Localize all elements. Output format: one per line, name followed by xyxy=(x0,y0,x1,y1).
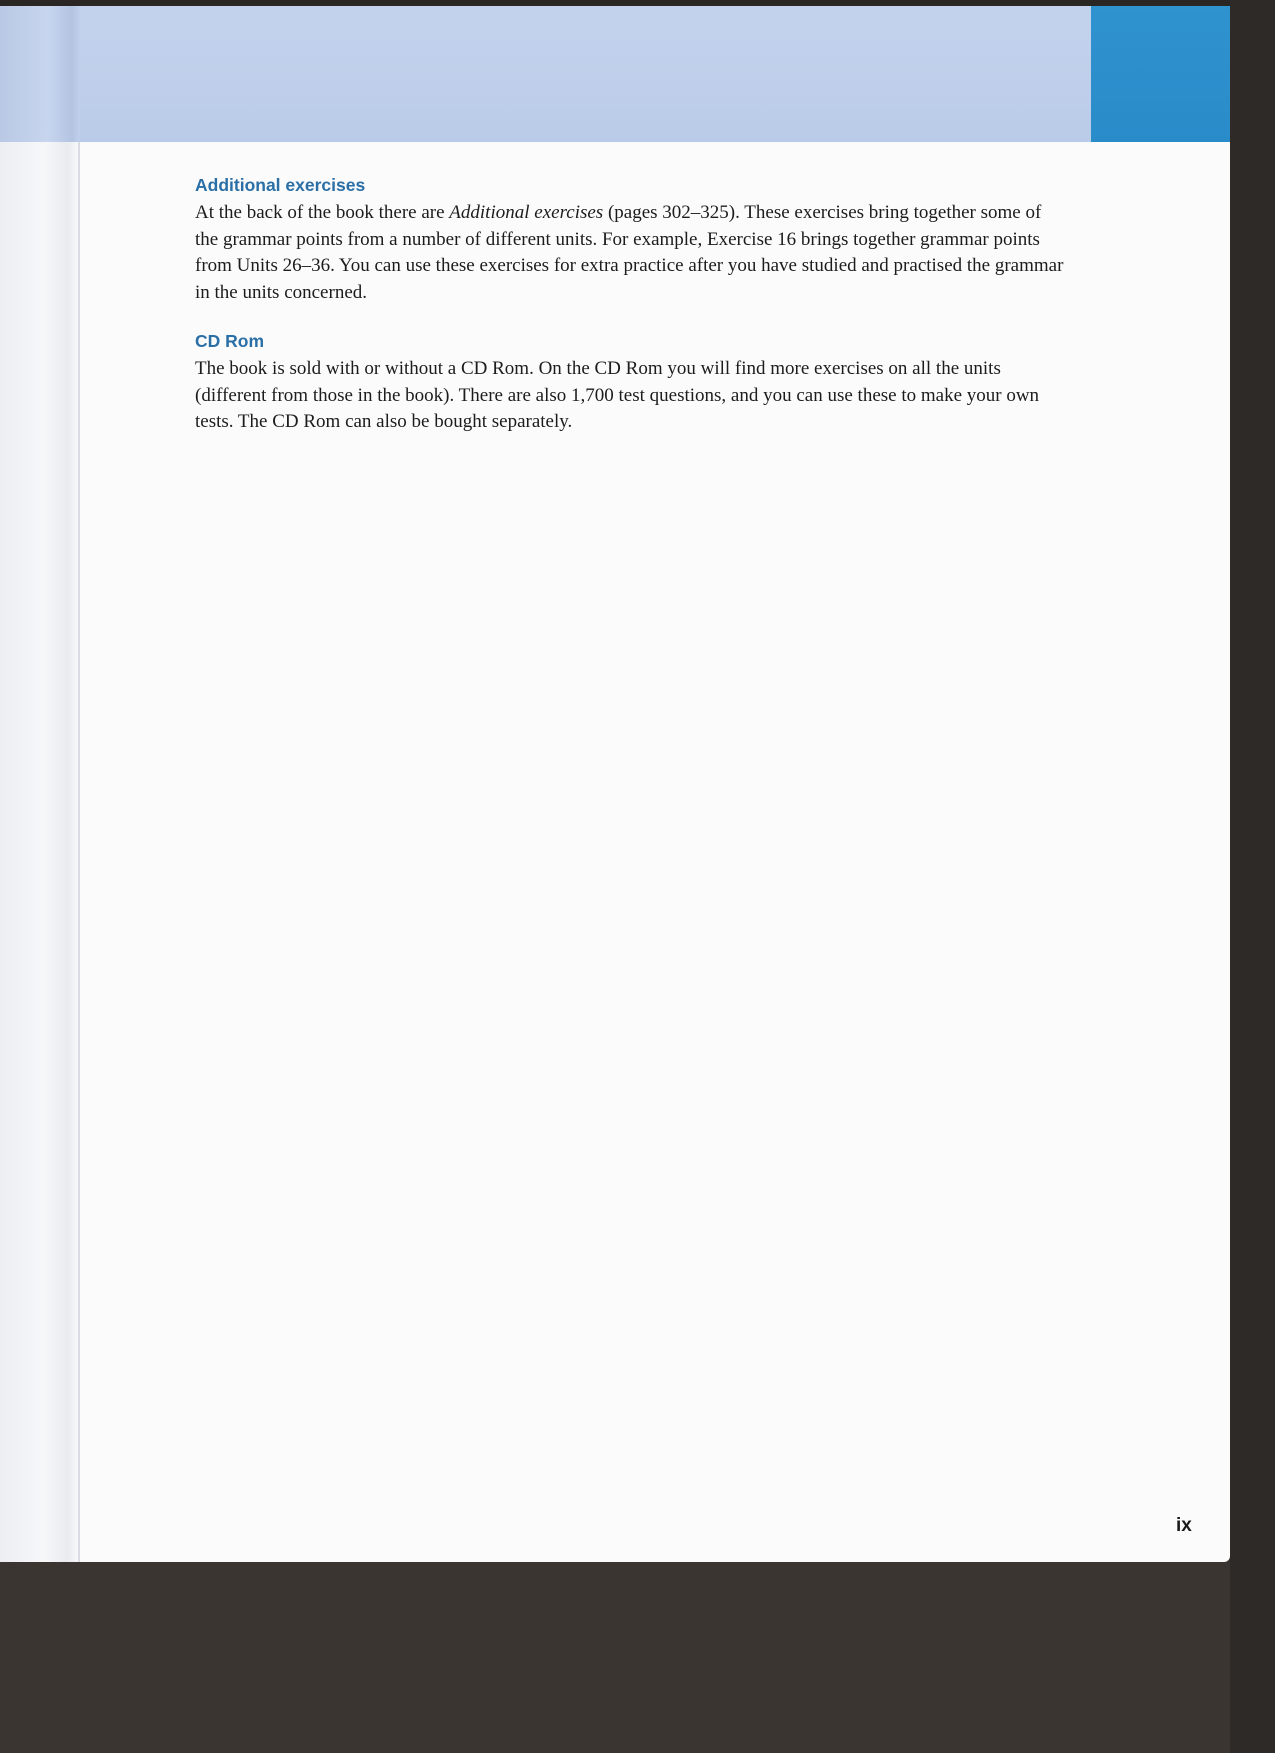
body-text: At the back of the book there are xyxy=(195,202,450,223)
book-page xyxy=(0,6,1230,1562)
section-additional-exercises xyxy=(195,174,1065,306)
section-body xyxy=(195,200,1065,306)
header-tab-block xyxy=(1091,6,1230,142)
scanner-background-right xyxy=(1230,0,1275,1753)
page-number: ix xyxy=(1176,1515,1192,1536)
book-spine-shadow xyxy=(0,6,80,1562)
header-band-spine xyxy=(0,6,80,142)
body-text: (pages 302–325). These exercises bring together some of the grammar points from a number of different units. For example, Exercise 16 brings together grammar points from Units 26–36. You can use these exercises for extra practice after you have studied and practised the grammar in the units concerned. xyxy=(195,202,1064,303)
spine-fold-line xyxy=(78,6,80,1562)
section-cd-rom xyxy=(195,330,1065,436)
header-band xyxy=(0,6,1091,142)
page-content xyxy=(195,174,1065,460)
section-body: The book is sold with or without a CD Rom. On the CD Rom you will find more exercises on all the units (different from those in the book). There are also 1,700 test questions, and you can use these to make your own tests. The CD Rom can also be bought separately. xyxy=(195,358,1040,432)
section-heading: Additional exercises xyxy=(195,175,366,195)
body-text-italic: Additional exercises xyxy=(449,202,604,223)
section-heading: CD Rom xyxy=(195,331,265,351)
